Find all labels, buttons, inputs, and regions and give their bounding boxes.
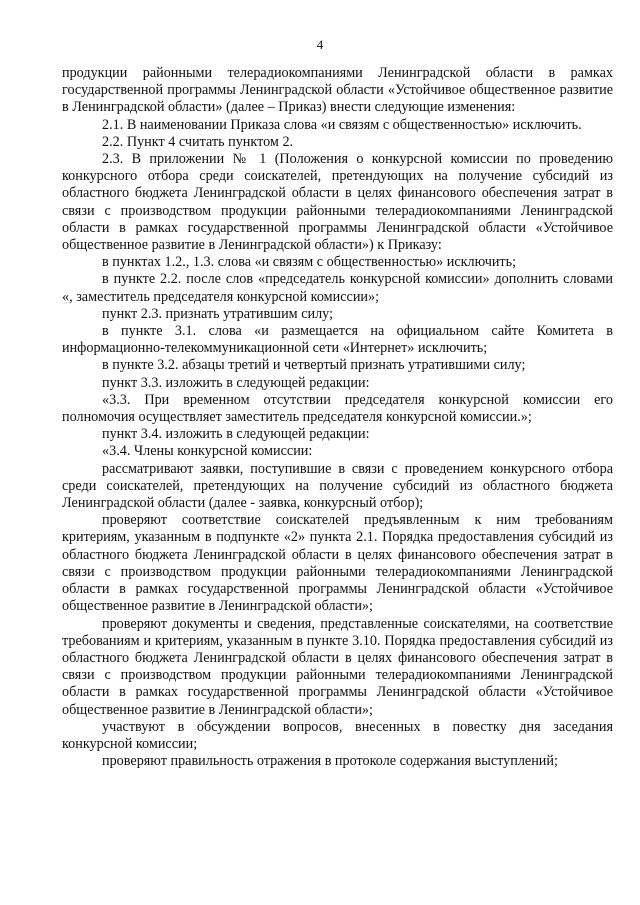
paragraph-duty-review: рассматривают заявки, поступившие в связи с проведением конкурсного отбора среди соискателей, претендующих на получение субсидий из областного бюджета Ленинградской области (далее - заявка, конкурсный отбор);: [62, 460, 613, 512]
paragraph-duty-check-compliance: проверяют соответствие соискателей предъявленным к ним требованиям критериям, указанным в подпункте «2» пункта 2.1. Порядка предоставления субсидий из областного бюджета Ленинградской области в целях финансового обеспечения затрат в связи с производством продукции районными телерадиокомпаниями Ленинградской области в рамках государственной программы Ленинградской области «Устойчивое общественное развитие в Ленинградской области»;: [62, 512, 613, 615]
paragraph-point-3-1: в пункте 3.1. слова «и размещается на официальном сайте Комитета в информационно-телекоммуникационной сети «Интернет» исключить;: [62, 323, 613, 357]
paragraph-intro: продукции районными телерадиокомпаниями Ленинградской области в рамках государственной программы Ленинградской области «Устойчивое общественное развитие в Ленинградской области» (далее – Приказ) внести следующие изменения:: [62, 65, 613, 116]
paragraph-point-2-3: пункт 2.3. признать утратившим силу;: [102, 305, 334, 322]
paragraph-point-3-3-intro: пункт 3.3. изложить в следующей редакции:: [102, 374, 370, 391]
paragraph-2-3: 2.3. В приложении № 1 (Положения о конкурсной комиссии по проведению конкурсного отбора среди соискателей, претендующих на получение субсидий из областного бюджета Ленинградской области в целях финансового обеспечения затрат в связи с производством продукции районными телерадиокомпаниями Ленинградской области в рамках государственной программы Ленинградской области «Устойчивое общественное развитие в Ленинградской области») к Приказу:: [62, 151, 613, 254]
paragraph-point-2-2: в пункте 2.2. после слов «председатель конкурсной комиссии» дополнить словами «, заместитель председателя конкурсной комиссии»;: [62, 271, 613, 305]
page-number: 4: [316, 37, 324, 52]
paragraph-duty-check-documents: проверяют документы и сведения, представленные соискателями, на соответствие требованиям и критериям, указанным в пункте 3.10. Порядка предоставления субсидий из областного бюджета Ленинградской области в целях финансового обеспечения затрат в связи с производством продукции районными телерадиокомпаниями Ленинградской области в рамках государственной программы Ленинградской области «Устойчивое общественное развитие в Ленинградской области»;: [62, 615, 613, 718]
paragraph-point-3-4-heading: «3.4. Члены конкурсной комиссии:: [102, 443, 313, 460]
paragraph-duty-verify-protocol: проверяют правильность отражения в протоколе содержания выступлений;: [102, 753, 558, 770]
paragraph-point-3-3-text: «3.3. При временном отсутствии председателя конкурсной комиссии его полномочия осуществляет заместитель председателя конкурсной комиссии.»;: [62, 391, 613, 426]
paragraph-point-3-2: в пункте 3.2. абзацы третий и четвертый признать утратившими силу;: [102, 357, 526, 374]
paragraph-duty-discuss: участвуют в обсуждении вопросов, внесенных в повестку дня заседания конкурсной комиссии;: [62, 718, 613, 752]
paragraph-2-1: 2.1. В наименовании Приказа слова «и связям с общественностью» исключить.: [102, 116, 582, 133]
paragraph-point-3-4-intro: пункт 3.4. изложить в следующей редакции:: [102, 426, 370, 443]
paragraph-points-1-2-1-3: в пунктах 1.2., 1.3. слова «и связям с общественностью» исключить;: [102, 254, 517, 271]
paragraph-2-2: 2.2. Пункт 4 считать пунктом 2.: [102, 133, 294, 150]
document-body: [62, 65, 613, 770]
